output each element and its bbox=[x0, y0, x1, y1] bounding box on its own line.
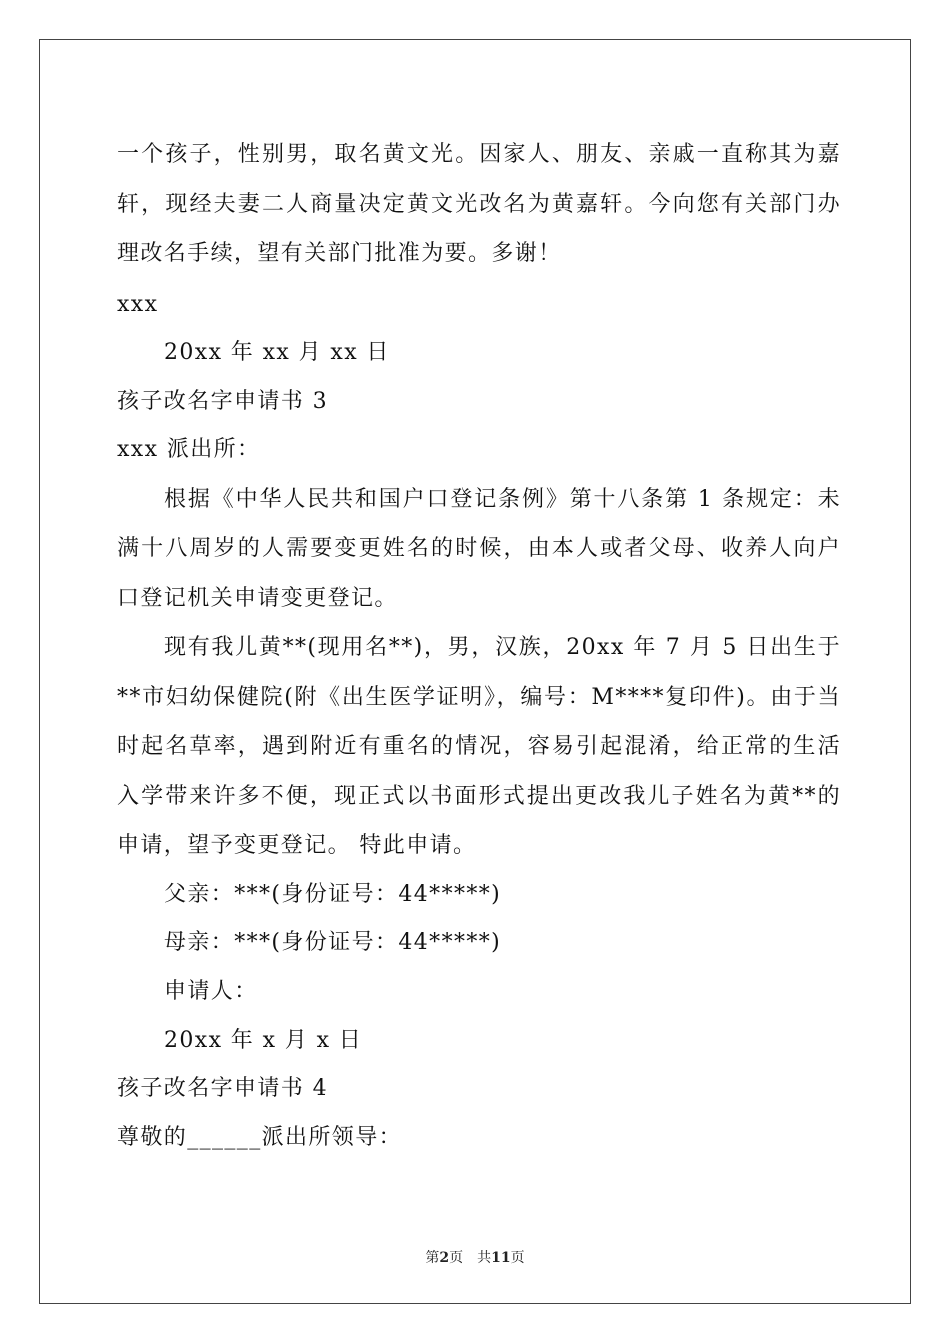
document-body bbox=[117, 130, 841, 1162]
mother-line: 母亲：***(身份证号：44*****) bbox=[164, 930, 502, 956]
page-label-post: 页 bbox=[510, 1250, 525, 1266]
date-line-2: 20xx 年 x 月 x 日 bbox=[164, 1027, 363, 1053]
page-label-mid: 页 共 bbox=[449, 1250, 492, 1266]
addressee-3: xxx 派出所： bbox=[117, 437, 261, 463]
page-label-pre: 第 bbox=[425, 1250, 440, 1266]
page-current: 2 bbox=[439, 1250, 450, 1266]
section-title-4: 孩子改名字申请书 4 bbox=[117, 1076, 328, 1102]
father-line: 父亲：***(身份证号：44*****) bbox=[164, 881, 502, 907]
paragraph-request: 现有我儿黄**(现用名**)，男，汉族，20xx 年 7 月 5 日出生于**市妇幼保健院(附《出生医学证明》，编号：M****复印件)。由于当时起名草率，遇到附近有重名的情况，容易引起混淆，给正常的生活入学带来许多不便，现正式以书面形式提出更改我儿子姓名为黄**的申请，望予变更登记。 特此申请。 bbox=[117, 635, 841, 859]
applicant-line: 申请人： bbox=[164, 979, 258, 1005]
paragraph-law: 根据《中华人民共和国户口登记条例》第十八条第 1 条规定：未满十八周岁的人需要变更姓名的时候，由本人或者父母、收养人向户口登记机关申请变更登记。 bbox=[117, 486, 841, 611]
addressee-4: 尊敬的______派出所领导： bbox=[117, 1124, 403, 1150]
page-footer bbox=[0, 1247, 950, 1267]
section-title-3: 孩子改名字申请书 3 bbox=[117, 388, 328, 414]
paragraph-intro: 一个孩子，性别男，取名黄文光。因家人、朋友、亲戚一直称其为嘉轩，现经夫妻二人商量决定黄文光改名为黄嘉轩。今向您有关部门办理改名手续，望有关部门批准为要。多谢！ bbox=[117, 142, 841, 266]
signer-line: xxx bbox=[117, 291, 159, 317]
date-line-1: 20xx 年 xx 月 xx 日 bbox=[164, 340, 390, 366]
page-total: 11 bbox=[491, 1250, 511, 1266]
